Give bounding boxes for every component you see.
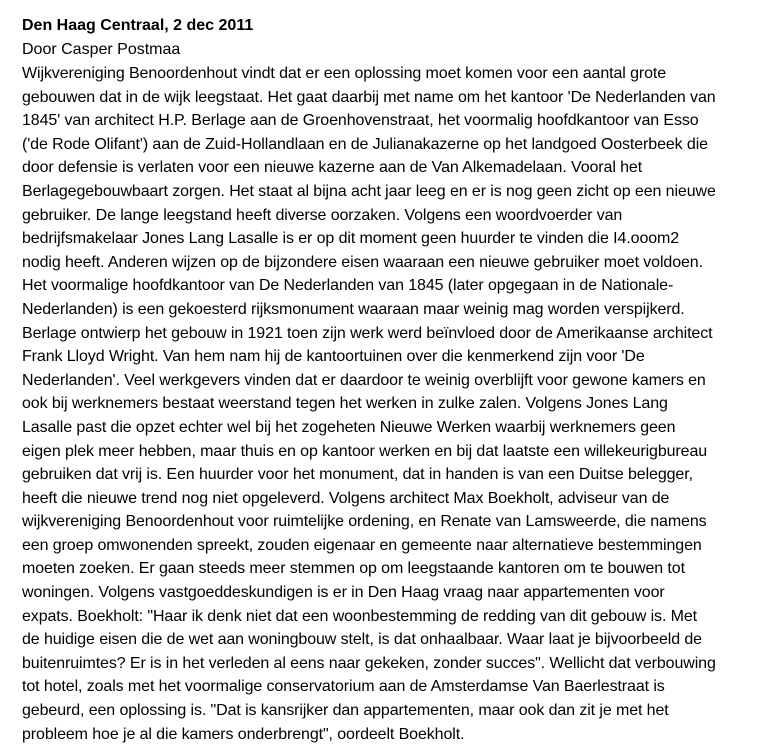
article-body: [22, 62, 750, 746]
body-line: Berlage ontwierp het gebouw in 1921 toen zijn werk werd beïnvloed door de Amerikaanse architect: [22, 324, 713, 342]
body-line: Nederlanden) is een gekoesterd rijksmonument waaraan maar weinig mag worden verspijkerd.: [22, 300, 685, 318]
body-line: Het voormalige hoofdkantoor van De Nederlanden van 1845 (later opgegaan in de Nationale-: [22, 277, 674, 295]
body-line: Wijkvereniging Benoordenhout vindt dat er een oplossing moet komen voor een aantal grote: [22, 65, 667, 82]
body-line: gebruiker. De lange leegstand heeft diverse oorzaken. Volgens een woordvoerder van: [22, 206, 623, 224]
article-headline: Den Haag Centraal, 2 dec 2011: [22, 17, 254, 34]
article: [22, 14, 750, 746]
body-line: Frank Lloyd Wright. Van hem nam hij de kantoortuinen over die kenmerkend zijn voor 'De: [22, 348, 645, 366]
body-line: gebeurd, een oplossing is. "Dat is kansrijker dan appartementen, maar ook dan zit je met het: [22, 702, 669, 720]
body-line: de huidige eisen die de wet aan woningbouw stelt, is dat onhaalbaar. Waar laat je bijvoorbeeld de: [22, 631, 702, 649]
body-line: tot hotel, zoals met het voormalige conservatorium aan de Amsterdamse Van Baerlestraat is: [22, 678, 665, 696]
body-line: ('de Rode Olifant') aan de Zuid-Hollandlaan en de Julianakazerne op het landgoed Oosterbeek die: [22, 135, 708, 153]
body-line: ook bij werknemers bestaat weerstand tegen het werken in zulke zalen. Volgens Jones Lang: [22, 395, 668, 413]
body-line: probleem hoe je al die kamers onderbrengt", oordeelt Boekholt.: [22, 725, 465, 743]
body-line: expats. Boekholt: "Haar ik denk niet dat een woonbestemming de redding van dit gebouw is. Met: [22, 607, 698, 625]
body-line: buitenruimtes? Er is in het verleden al eens naar gekeken, zonder succes". Wellicht dat verbouwing: [22, 654, 716, 672]
body-line: gebruiken dat vrij is. Een huurder voor het monument, dat in handen is van een Duitse belegger,: [22, 466, 693, 484]
body-line: woningen. Volgens vastgoeddeskundigen is er in Den Haag vraag naar appartementen voor: [22, 584, 665, 602]
body-line: 1845' van architect H.P. Berlage aan de Groenhovenstraat, het voormalig hoofdkantoor van Esso: [22, 112, 699, 130]
body-line: een groep omwonenden spreekt, zouden eigenaar en gemeente naar alternatieve bestemmingen: [22, 536, 702, 554]
body-line: eigen plek meer hebben, maar thuis en op kantoor werken en bij dat laatste een willekeurigbureau: [22, 442, 708, 460]
body-line: Nederlanden'. Veel werkgevers vinden dat er daardoor te weinig overblijft voor gewone kamers en: [22, 371, 706, 389]
body-line: door defensie is verlaten voor een nieuwe kazerne aan de Van Alkemadelaan. Vooral het: [22, 159, 643, 177]
body-line: nodig heeft. Anderen wijzen op de bijzondere eisen waaraan een nieuwe gebruiker moet voldoen.: [22, 253, 703, 271]
body-line: heeft die nieuwe trend nog niet opgeleverd. Volgens architect Max Boekholt, adviseur van de: [22, 489, 670, 507]
article-byline: Door Casper Postmaa: [22, 41, 181, 58]
body-line: gebouwen dat in de wijk leegstaat. Het gaat daarbij met name om het kantoor 'De Nederlanden van: [22, 88, 716, 106]
body-line: wijkvereniging Benoordenhout voor ruimtelijke ordening, en Renate van Lamsweerde, die namens: [22, 513, 707, 531]
body-line: bedrijfsmakelaar Jones Lang Lasalle is er op dit moment geen huurder te vinden die I4.ooom2: [22, 230, 680, 248]
body-line: moeten zoeken. Er gaan steeds meer stemmen op om leegstaande kantoren om te bouwen tot: [22, 560, 685, 578]
body-line: Berlagegebouwbaart zorgen. Het staat al bijna acht jaar leeg en er is nog geen zicht op een nieuwe: [22, 182, 716, 200]
body-line: Lasalle past die opzet echter wel bij het zogeheten Nieuwe Werken waarbij werknemers geen: [22, 418, 676, 436]
